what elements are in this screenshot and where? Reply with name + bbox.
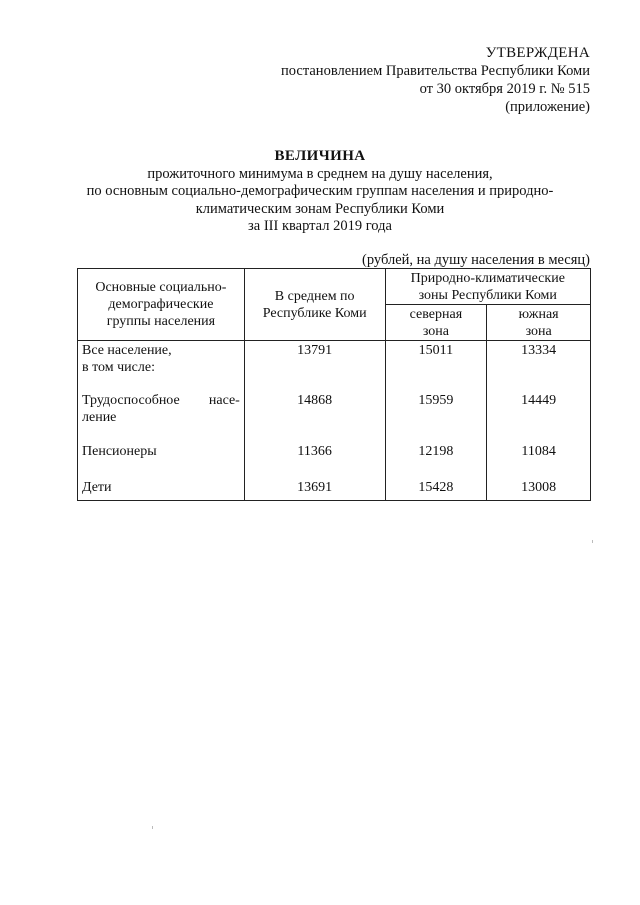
header-north-zone: северная зона	[385, 305, 487, 341]
units-note: (рублей, на душу населения в месяц)	[362, 252, 590, 268]
approval-title: УТВЕРЖДЕНА	[485, 45, 590, 61]
approval-stamp	[281, 44, 590, 116]
header-zones: Природно-климатические зоны Республики Коми	[385, 269, 591, 305]
cell-south: 11084	[487, 443, 591, 479]
header-groups: Основные социально- демографические группы населения	[78, 269, 245, 341]
row-label: Дети	[78, 479, 245, 501]
cell-average: 14868	[244, 392, 385, 443]
cell-south: 14449	[487, 392, 591, 443]
approval-appendix: (приложение)	[505, 99, 590, 115]
table-row	[78, 479, 591, 501]
approval-date-number: от 30 октября 2019 г. № 515	[419, 81, 590, 97]
table-row	[78, 392, 591, 443]
row-label: Трудоспособное насе- ление	[78, 392, 245, 443]
title-line-2: по основным социально-демографическим группам населения и природно-	[86, 183, 554, 199]
cell-south: 13008	[487, 479, 591, 501]
header-average: В среднем по Республике Коми	[244, 269, 385, 341]
cell-average: 13791	[244, 341, 385, 392]
cell-south: 13334	[487, 341, 591, 392]
table-row	[78, 341, 591, 392]
cell-north: 12198	[385, 443, 487, 479]
cell-north: 15011	[385, 341, 487, 392]
scan-speck	[152, 826, 153, 829]
cell-north: 15428	[385, 479, 487, 501]
scan-speck	[592, 540, 593, 543]
table-row	[78, 443, 591, 479]
cell-north: 15959	[385, 392, 487, 443]
cell-average: 11366	[244, 443, 385, 479]
header-south-zone: южная зона	[487, 305, 591, 341]
row-label: Все население, в том числе:	[78, 341, 245, 392]
subsistence-table	[77, 268, 591, 501]
title-line-4: за III квартал 2019 года	[248, 218, 392, 234]
title-line-3: климатическим зонам Республики Коми	[195, 200, 445, 217]
cell-average: 13691	[244, 479, 385, 501]
title-heading: ВЕЛИЧИНА	[274, 148, 366, 164]
approval-resolution: постановлением Правительства Республики Коми	[281, 63, 590, 79]
document-title	[60, 148, 580, 236]
row-label: Пенсионеры	[78, 443, 245, 479]
title-line-1: прожиточного минимума в среднем на душу населения,	[147, 165, 493, 182]
